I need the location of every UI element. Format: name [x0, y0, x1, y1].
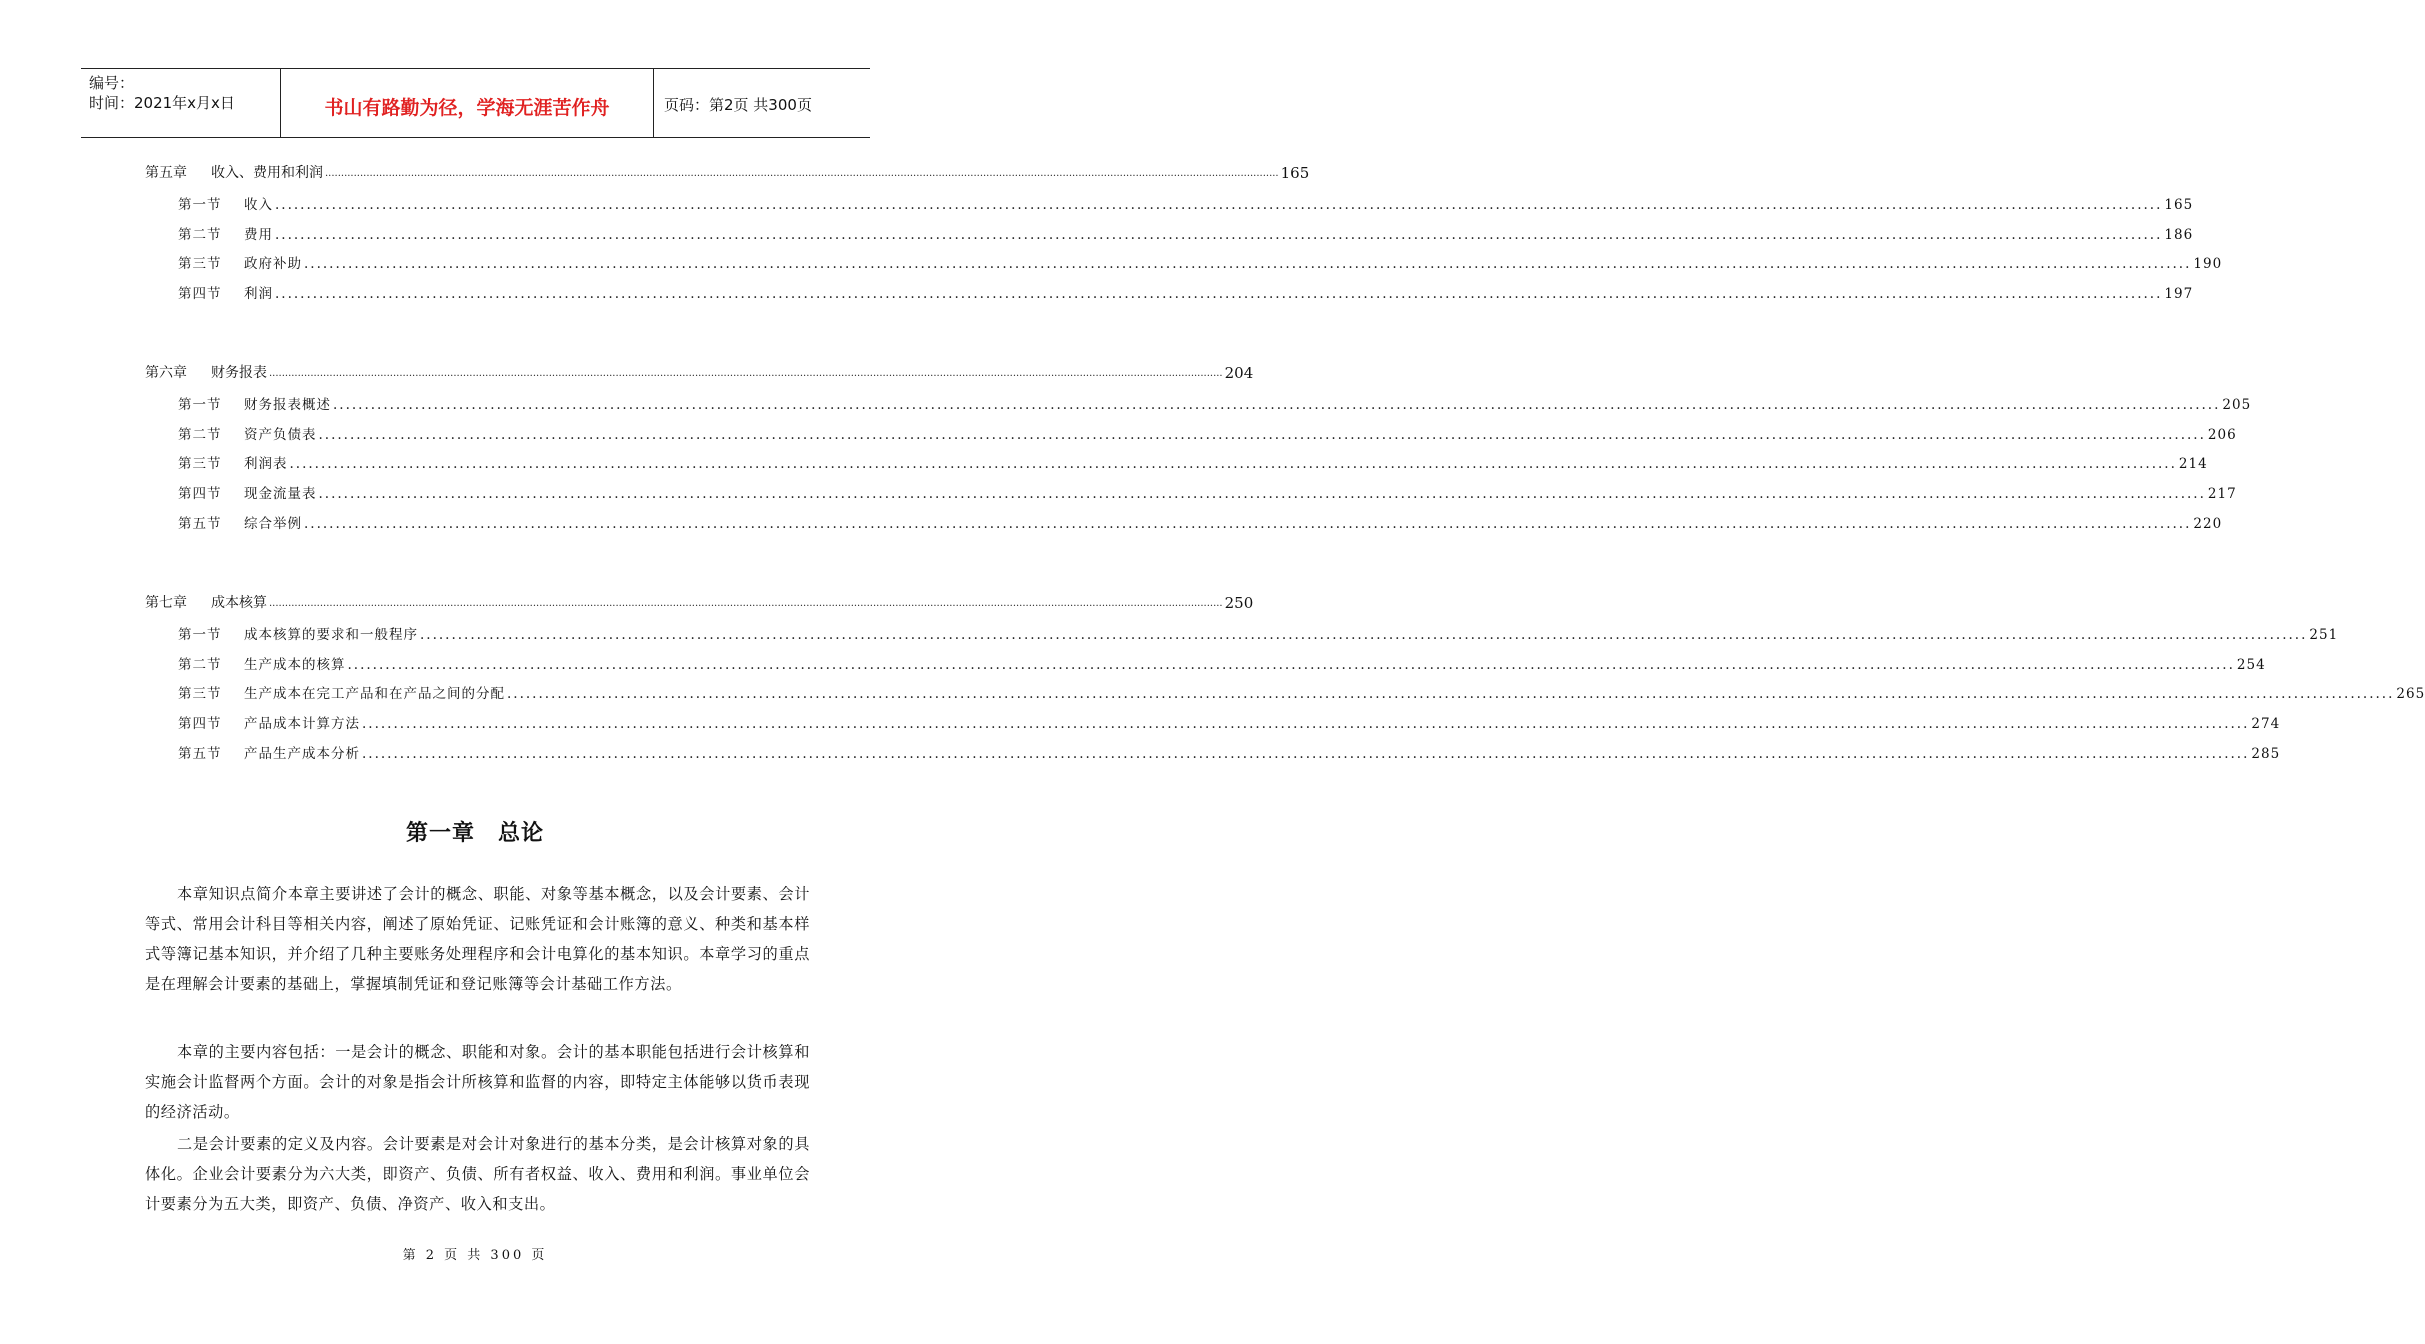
section-title: 利润	[244, 286, 273, 302]
section-number: 第五节	[178, 516, 222, 532]
section-number: 第一节	[178, 627, 222, 643]
chapter-label	[145, 162, 323, 182]
page-header	[81, 68, 870, 138]
toc-section-entry[interactable]	[178, 740, 2281, 762]
section-number: 第一节	[178, 197, 222, 213]
section-page-number: 205	[2222, 397, 2252, 413]
dot-leader: ............................................................................................................................................................................................................................................................................................................	[289, 456, 2177, 472]
section-number: 第二节	[178, 657, 222, 673]
toc-section-entry[interactable]	[178, 710, 2281, 732]
section-page-number: 214	[2178, 456, 2208, 472]
dot-leader: ............................................................................................................................................................................................................................................................................................................	[318, 486, 2206, 502]
section-label	[178, 712, 360, 732]
paragraph-2: 本章的主要内容包括：一是会计的概念、职能和对象。会计的基本职能包括进行会计核算和实施会计监督两个方面。会计的对象是指会计所核算和监督的内容，即特定主体能够以货币表现的经济活动。	[145, 1043, 810, 1121]
chapter-number: 第七章	[145, 595, 187, 611]
dot-leader: ............................................................................................................................................................................................................................................................................................................	[269, 598, 1223, 609]
section-page-number: 285	[2251, 746, 2281, 762]
section-title: 产品生产成本分析	[244, 746, 360, 762]
toc-chapter-entry[interactable]	[145, 590, 1254, 612]
chapter-label	[145, 592, 267, 612]
dot-leader: ............................................................................................................................................................................................................................................................................................................	[325, 168, 1279, 179]
page-code: 页码：第2页 共300页	[664, 95, 812, 114]
section-label	[178, 423, 317, 443]
motto-text: 书山有路勤为径，学海无涯苦作舟	[324, 96, 610, 119]
section-label	[178, 512, 302, 532]
section-number: 第二节	[178, 427, 222, 443]
section-title: 成本核算的要求和一般程序	[244, 627, 418, 643]
section-title: 费用	[244, 227, 273, 243]
section-label	[178, 282, 273, 302]
section-title: 生产成本的核算	[244, 657, 346, 673]
section-label	[178, 482, 317, 502]
section-number: 第二节	[178, 227, 222, 243]
dot-leader: ............................................................................................................................................................................................................................................................................................................	[347, 657, 2235, 673]
dot-leader: ............................................................................................................................................................................................................................................................................................................	[507, 686, 2395, 702]
section-title: 政府补助	[244, 256, 302, 272]
section-label	[178, 193, 273, 213]
section-number: 第四节	[178, 286, 222, 302]
section-number: 第三节	[178, 686, 222, 702]
page-footer: 第 2 页 共 300 页	[402, 1248, 548, 1263]
section-label	[178, 252, 302, 272]
section-title: 综合举例	[244, 516, 302, 532]
chapter-title: 收入、费用和利润	[211, 165, 323, 181]
section-page-number: 190	[2193, 256, 2223, 272]
chapter-label	[145, 362, 267, 382]
section-page-number: 206	[2207, 427, 2237, 443]
section-page-number: 254	[2236, 657, 2266, 673]
toc-section-entry[interactable]	[178, 480, 2237, 502]
toc-section-entry[interactable]	[178, 510, 2223, 532]
date-label: 时间：2021年x月x日	[89, 94, 235, 112]
section-number: 第五节	[178, 746, 222, 762]
toc-section-entry[interactable]	[178, 250, 2223, 272]
section-label	[178, 223, 273, 243]
chapter-title: 财务报表	[211, 365, 267, 381]
section-number: 第三节	[178, 456, 222, 472]
chapter-page-number: 204	[1224, 364, 1254, 382]
dot-leader: ............................................................................................................................................................................................................................................................................................................	[275, 227, 2163, 243]
chapter-page-number: 165	[1280, 164, 1310, 182]
dot-leader: ............................................................................................................................................................................................................................................................................................................	[275, 197, 2163, 213]
header-page-cell	[654, 69, 870, 137]
header-meta-cell	[81, 69, 281, 137]
toc-chapter-entry[interactable]	[145, 360, 1254, 382]
chapter-title: 第一章 总论	[405, 821, 544, 846]
section-title: 利润表	[244, 456, 288, 472]
dot-leader: ............................................................................................................................................................................................................................................................................................................	[304, 256, 2192, 272]
dot-leader: ............................................................................................................................................................................................................................................................................................................	[362, 746, 2250, 762]
toc-section-entry[interactable]	[178, 280, 2194, 302]
chapter-number: 第五章	[145, 165, 187, 181]
section-page-number: 274	[2251, 716, 2281, 732]
section-title: 资产负债表	[244, 427, 317, 443]
section-page-number: 186	[2164, 227, 2194, 243]
paragraph-1: 本章知识点简介本章主要讲述了会计的概念、职能、对象等基本概念，以及会计要素、会计等式、常用会计科目等相关内容，阐述了原始凭证、记账凭证和会计账簿的意义、种类和基本样式等簿记基本知识，并介绍了几种主要账务处理程序和会计电算化的基本知识。本章学习的重点是在理解会计要素的基础上，掌握填制凭证和登记账簿等会计基础工作方法。	[145, 885, 810, 993]
chapter-page-number: 250	[1224, 594, 1254, 612]
toc-section-entry[interactable]	[178, 221, 2194, 243]
toc-section-entry[interactable]	[178, 621, 2339, 643]
toc-section-entry[interactable]	[178, 391, 2252, 413]
section-page-number: 217	[2207, 486, 2237, 502]
dot-leader: ............................................................................................................................................................................................................................................................................................................	[275, 286, 2163, 302]
toc-section-entry[interactable]	[178, 450, 2208, 472]
section-label	[178, 742, 360, 762]
section-page-number: 251	[2309, 627, 2339, 643]
header-motto-cell	[281, 69, 654, 137]
dot-leader: ............................................................................................................................................................................................................................................................................................................	[420, 627, 2308, 643]
chapter-title: 成本核算	[211, 595, 267, 611]
toc-section-entry[interactable]	[178, 680, 2425, 702]
toc-chapter-entry[interactable]	[145, 160, 1310, 182]
dot-leader: ............................................................................................................................................................................................................................................................................................................	[362, 716, 2250, 732]
section-label	[178, 682, 505, 702]
section-label	[178, 452, 288, 472]
section-page-number: 265	[2396, 686, 2425, 702]
toc-section-entry[interactable]	[178, 651, 2266, 673]
section-title: 收入	[244, 197, 273, 213]
dot-leader: ............................................................................................................................................................................................................................................................................................................	[333, 397, 2221, 413]
section-number: 第四节	[178, 486, 222, 502]
section-number: 第一节	[178, 397, 222, 413]
toc-section-entry[interactable]	[178, 191, 2194, 213]
section-number: 第三节	[178, 256, 222, 272]
section-title: 产品成本计算方法	[244, 716, 360, 732]
section-title: 生产成本在完工产品和在产品之间的分配	[244, 686, 505, 702]
toc-section-entry[interactable]	[178, 421, 2237, 443]
section-page-number: 197	[2164, 286, 2194, 302]
chapter-number: 第六章	[145, 365, 187, 381]
dot-leader: ............................................................................................................................................................................................................................................................................................................	[304, 516, 2192, 532]
paragraph-3: 二是会计要素的定义及内容。会计要素是对会计对象进行的基本分类，是会计核算对象的具体化。企业会计要素分为六大类，即资产、负债、所有者权益、收入、费用和利润。事业单位会计要素分为五大类，即资产、负债、净资产、收入和支出。	[145, 1135, 810, 1213]
section-page-number: 165	[2164, 197, 2194, 213]
section-page-number: 220	[2193, 516, 2223, 532]
dot-leader: ............................................................................................................................................................................................................................................................................................................	[318, 427, 2206, 443]
section-label	[178, 623, 418, 643]
dot-leader: ............................................................................................................................................................................................................................................................................................................	[269, 368, 1223, 379]
section-title: 现金流量表	[244, 486, 317, 502]
section-label	[178, 393, 331, 413]
section-label	[178, 653, 346, 673]
section-title: 财务报表概述	[244, 397, 331, 413]
section-number: 第四节	[178, 716, 222, 732]
serial-label: 编号：	[89, 74, 135, 92]
